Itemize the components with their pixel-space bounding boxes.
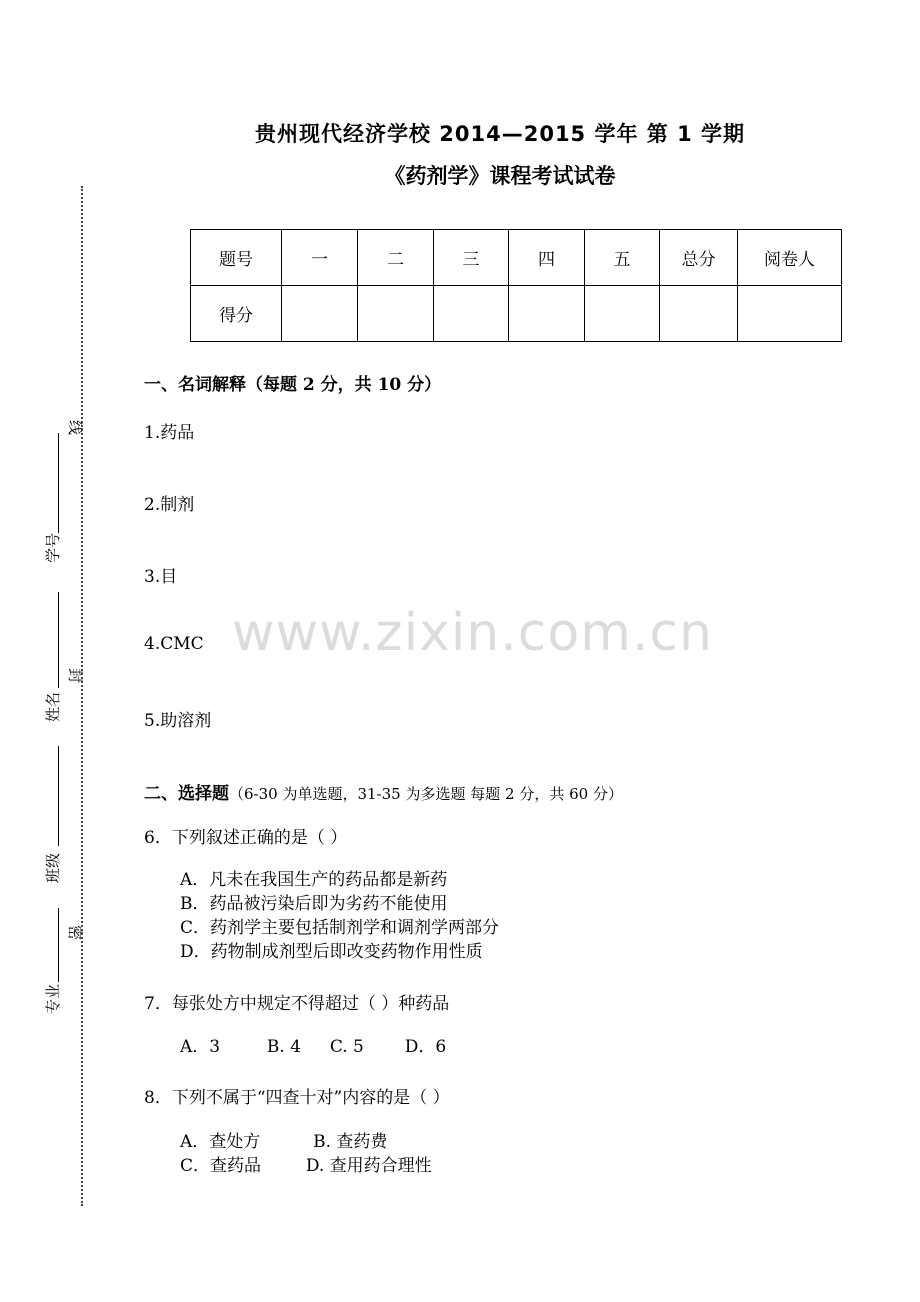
section2-note: （6-30 为单选题，31-35 为多选题 每题 2 分，共 60 分）	[229, 785, 623, 803]
section2-title	[144, 779, 623, 804]
term-item: 2.制剂	[144, 495, 195, 515]
seal-word-secret: 密	[66, 924, 85, 941]
question-8-options	[180, 1130, 432, 1178]
seal-word-seal: 封	[66, 667, 85, 684]
option: D．药物制成剂型后即改变药物作用性质	[180, 942, 483, 962]
option: A．查处方	[180, 1132, 261, 1152]
question-8-stem: 8．下列不属于“四查十对”内容的是（ ）	[144, 1088, 450, 1108]
score-cell: 阅卷人	[738, 230, 842, 286]
option: B．药品被污染后即为劣药不能使用	[180, 894, 448, 914]
option: B. 4	[266, 1037, 302, 1057]
student-id-label: 学号	[44, 532, 62, 563]
score-cell: 四	[509, 230, 585, 286]
option: D．6	[404, 1037, 447, 1057]
option: C. 5	[329, 1037, 364, 1057]
option: A．凡未在我国生产的药品都是新药	[180, 870, 448, 890]
binding-dotted-line	[81, 186, 83, 1206]
score-table	[190, 229, 842, 342]
score-entry-cell	[509, 286, 585, 342]
score-entry-cell	[585, 286, 660, 342]
score-entry-cell	[434, 286, 509, 342]
major-label: 专业	[44, 983, 62, 1014]
score-entry-cell	[282, 286, 358, 342]
question-7-options	[180, 1035, 446, 1059]
option: B. 查药费	[313, 1132, 388, 1152]
option: C．药剂学主要包括制剂学和调剂学两部分	[180, 918, 500, 938]
section2-title-text: 二、选择题	[144, 784, 229, 804]
option: C．查药品	[180, 1156, 262, 1176]
student-id-blank	[58, 433, 59, 533]
score-cell: 五	[585, 230, 660, 286]
major-blank	[58, 908, 59, 982]
term-item: 3.目	[144, 567, 178, 587]
term-item: 1.药品	[144, 423, 195, 443]
name-label: 姓名	[44, 691, 62, 722]
watermark: www.zixin.com.cn	[232, 603, 713, 663]
option: A．3	[180, 1037, 221, 1057]
question-6-options	[180, 868, 499, 964]
question-6-stem: 6．下列叙述正确的是（ ）	[144, 828, 348, 848]
section1-title: 一、名词解释（每题 2 分，共 10 分）	[144, 375, 442, 395]
score-cell: 三	[434, 230, 509, 286]
term-item: 4.CMC	[144, 634, 204, 654]
class-blank	[58, 746, 59, 846]
option: D. 查用药合理性	[305, 1156, 432, 1176]
score-entry-cell	[358, 286, 434, 342]
term-item: 5.助溶剂	[144, 711, 212, 731]
score-table-header-row	[191, 230, 842, 286]
score-cell: 总分	[660, 230, 738, 286]
exam-subtitle: 《药剂学》课程考试试卷	[384, 164, 616, 188]
score-entry-cell	[660, 286, 738, 342]
score-cell: 题号	[191, 230, 282, 286]
question-7-stem: 7．每张处方中规定不得超过（ ）种药品	[144, 994, 450, 1014]
class-label: 班级	[44, 852, 62, 883]
name-blank	[58, 592, 59, 688]
score-cell: 一	[282, 230, 358, 286]
score-cell: 二	[358, 230, 434, 286]
exam-title: 贵州现代经济学校 2014—2015 学年 第 1 学期	[254, 122, 746, 146]
seal-word-line: 线	[66, 419, 85, 436]
score-cell: 得分	[191, 286, 282, 342]
score-entry-cell	[738, 286, 842, 342]
score-table-score-row	[191, 286, 842, 342]
